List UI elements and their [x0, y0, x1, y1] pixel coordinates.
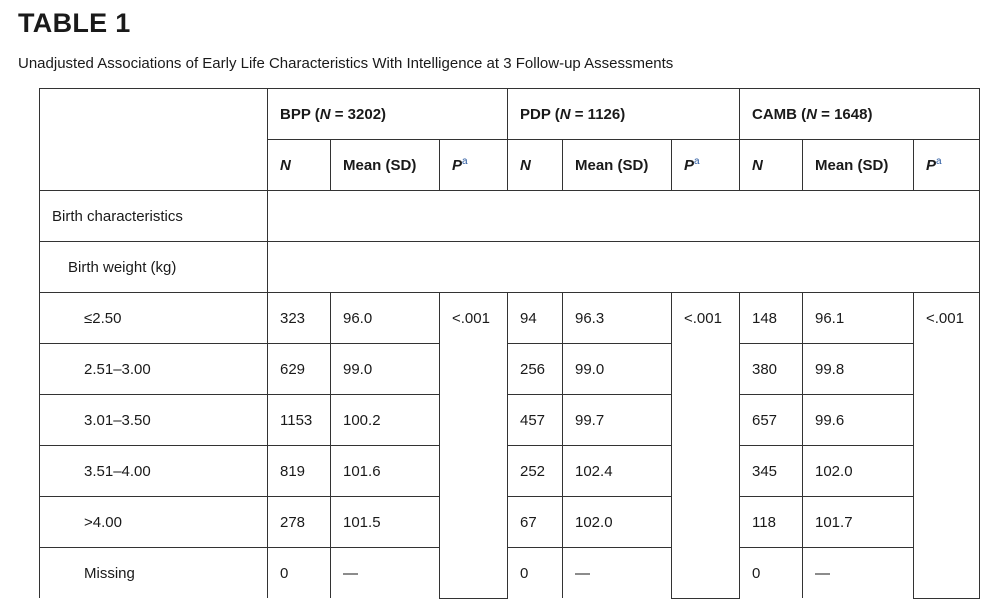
cell-camb-mean: 102.0 [803, 446, 914, 497]
cell-camb-p: <.001 [914, 293, 980, 599]
cell-bpp-mean: 100.2 [331, 395, 440, 446]
cell-camb-n: 148 [740, 293, 803, 344]
cell-camb-n: 0 [740, 548, 803, 599]
cell-camb-mean: 99.8 [803, 344, 914, 395]
cell-pdp-mean: 102.4 [563, 446, 672, 497]
cell-pdp-mean: 99.0 [563, 344, 672, 395]
empty-span [268, 191, 980, 242]
cell-pdp-n: 67 [508, 497, 563, 548]
cell-pdp-mean: — [563, 548, 672, 599]
cell-pdp-n: 0 [508, 548, 563, 599]
cell-camb-n: 118 [740, 497, 803, 548]
group-header-pdp: PDP (N = 1126) [508, 89, 740, 140]
cell-bpp-n: 629 [268, 344, 331, 395]
row-label: Missing [40, 548, 268, 599]
cell-bpp-n: 323 [268, 293, 331, 344]
table-title: TABLE 1 [18, 8, 131, 38]
cell-pdp-p: <.001 [672, 293, 740, 599]
row-label: ≤2.50 [40, 293, 268, 344]
row-label: 2.51–3.00 [40, 344, 268, 395]
cell-pdp-n: 256 [508, 344, 563, 395]
cell-pdp-mean: 99.7 [563, 395, 672, 446]
cell-pdp-mean: 96.3 [563, 293, 672, 344]
subheader-n: N [268, 140, 331, 191]
cell-bpp-n: 1153 [268, 395, 331, 446]
row-label: 3.51–4.00 [40, 446, 268, 497]
subheader-mean: Mean (SD) [563, 140, 672, 191]
cell-camb-mean: 96.1 [803, 293, 914, 344]
corner-cell [40, 89, 268, 191]
cell-camb-n: 380 [740, 344, 803, 395]
cell-bpp-p: <.001 [440, 293, 508, 599]
row-label: >4.00 [40, 497, 268, 548]
cell-pdp-n: 457 [508, 395, 563, 446]
cell-bpp-mean: 101.6 [331, 446, 440, 497]
cell-bpp-mean: — [331, 548, 440, 599]
cell-bpp-mean: 96.0 [331, 293, 440, 344]
empty-span [268, 242, 980, 293]
cell-pdp-n: 252 [508, 446, 563, 497]
group-header-camb: CAMB (N = 1648) [740, 89, 980, 140]
group-header-bpp: BPP (N = 3202) [268, 89, 508, 140]
subheader-n: N [740, 140, 803, 191]
subheader-mean: Mean (SD) [803, 140, 914, 191]
subheader-mean: Mean (SD) [331, 140, 440, 191]
section-label-birth: Birth characteristics [40, 191, 268, 242]
cell-camb-n: 657 [740, 395, 803, 446]
cell-bpp-mean: 99.0 [331, 344, 440, 395]
cell-pdp-n: 94 [508, 293, 563, 344]
cell-bpp-n: 0 [268, 548, 331, 599]
table-caption: Unadjusted Associations of Early Life Characteristics With Intelligence at 3 Follow-up Assessments [18, 55, 674, 72]
cell-bpp-n: 278 [268, 497, 331, 548]
row-label: 3.01–3.50 [40, 395, 268, 446]
cell-camb-n: 345 [740, 446, 803, 497]
section-label-birth-weight: Birth weight (kg) [40, 242, 268, 293]
subheader-p: $P^a$ [914, 140, 980, 191]
cell-bpp-mean: 101.5 [331, 497, 440, 548]
cell-camb-mean: 99.6 [803, 395, 914, 446]
subheader-n: N [508, 140, 563, 191]
cell-pdp-mean: 102.0 [563, 497, 672, 548]
subheader-p: $P^a$ [672, 140, 740, 191]
cell-bpp-n: 819 [268, 446, 331, 497]
subheader-p: $P^a$ [440, 140, 508, 191]
cell-camb-mean: 101.7 [803, 497, 914, 548]
cell-camb-mean: — [803, 548, 914, 599]
results-table [39, 88, 980, 599]
